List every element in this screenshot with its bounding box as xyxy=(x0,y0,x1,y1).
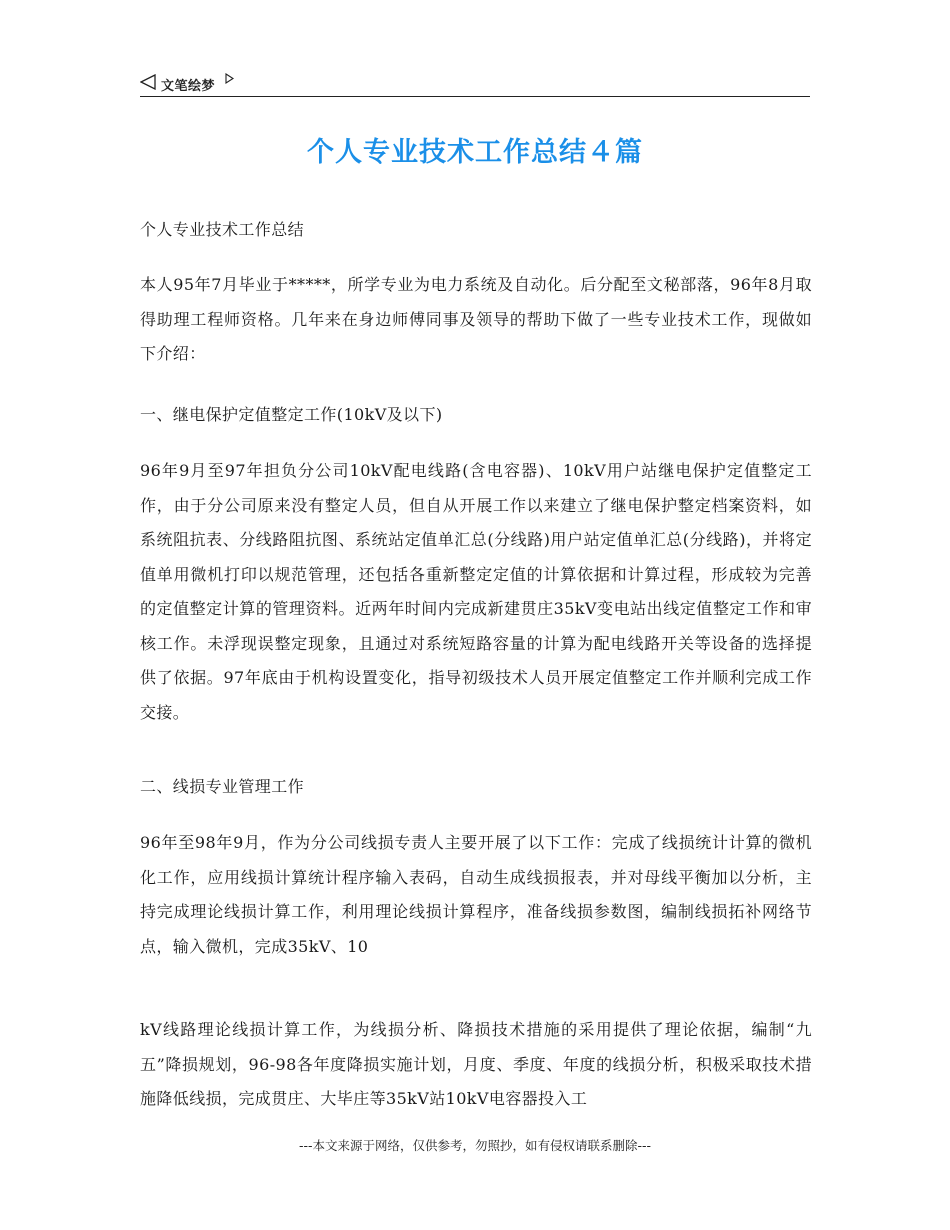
footer-disclaimer: ---本文来源于网络，仅供参考，勿照抄，如有侵权请联系删除--- xyxy=(298,1138,652,1153)
brand-label: 文笔绘梦 xyxy=(161,79,216,94)
triangle-left-icon xyxy=(140,74,156,90)
section-heading: 个人专业技术工作总结 xyxy=(140,220,305,239)
paragraph: 本人95年7月毕业于*****，所学专业为电力系统及自动化。后分配至文秘部落，96年8月取得助理工程师资格。几年来在身边师傅同事及领导的帮助下做了一些专业技术工作，现做如下介绍： xyxy=(140,275,812,363)
paragraph: kV线路理论线损计算工作，为线损分析、降损技术措施的采用提供了理论依据，编制“九五”降损规划，96-98各年度降损实施计划，月度、季度、年度的线损分析，积极采取技术措施降低线损，完成贯庄、大毕庄等35kV站10kV电容器投入工 xyxy=(140,1020,812,1108)
section-heading: 一、继电保护定值整定工作(10kV及以下) xyxy=(140,405,443,424)
triangle-right-icon xyxy=(225,73,234,84)
paragraph: 96年9月至97年担负分公司10kV配电线路(含电容器)、10kV用户站继电保护定值整定工作，由于分公司原来没有整定人员，但自从开展工作以来建立了继电保护整定档案资料，如系统阻抗表、分线路阻抗图、系统站定值单汇总(分线路)用户站定值单汇总(分线路)，并将定值单用微机打印以规范管理，还包括各重新整定定值的计算依据和计算过程，形成较为完善的定值整定计算的管理资料。近两年时间内完成新建贯庄35kV变电站出线定值整定工作和审核工作。未浮现误整定现象，且通过对系统短路容量的计算为配电线路开关等设备的选择提供了依据。97年底由于机构设置变化，指导初级技术人员开展定值整定工作并顺利完成工作交接。 xyxy=(140,461,812,722)
document-title: 个人专业技术工作总结４篇 xyxy=(307,137,643,168)
section-heading: 二、线损专业管理工作 xyxy=(140,777,305,796)
page-header xyxy=(140,70,810,97)
paragraph: 96年至98年9月，作为分公司线损专责人主要开展了以下工作：完成了线损统计计算的微机化工作，应用线损计算统计程序输入表码，自动生成线损报表，并对母线平衡加以分析，主持完成理论线损计算工作，利用理论线损计算程序，准备线损参数图，编制线损拓补网络节点，输入微机，完成35kV、10 xyxy=(140,833,812,956)
